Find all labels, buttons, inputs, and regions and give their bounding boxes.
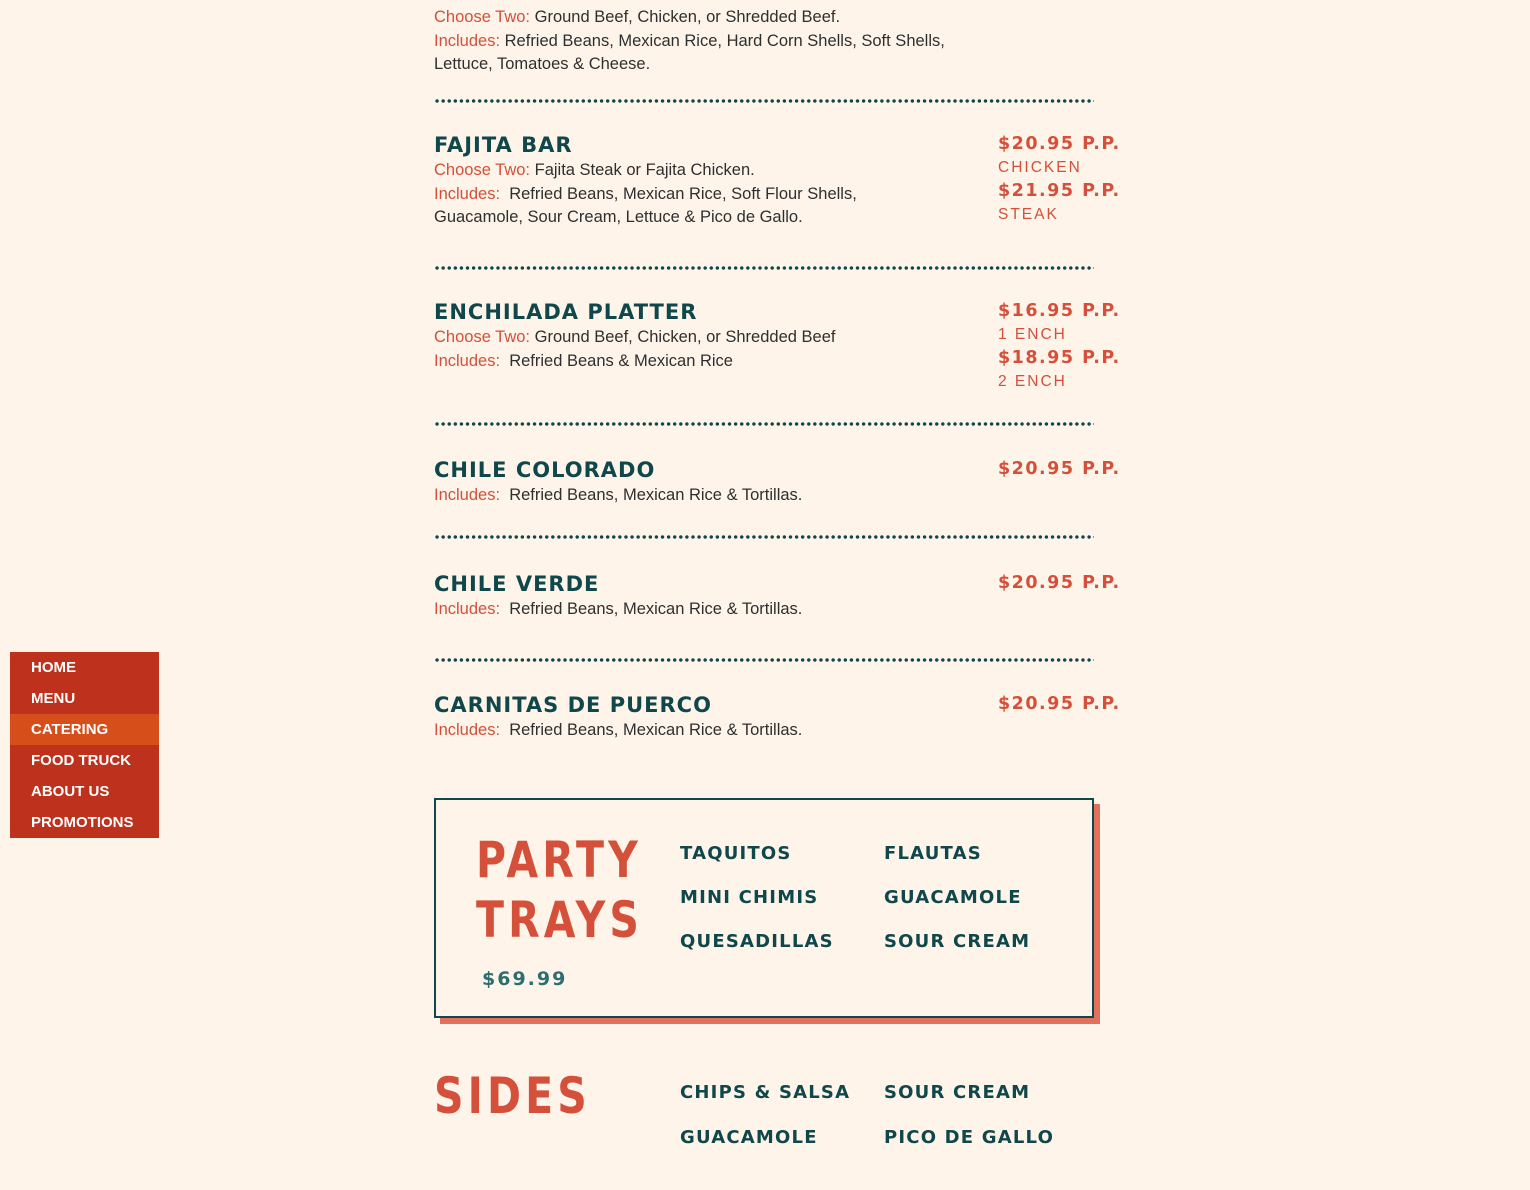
price: $20.95 P.P. xyxy=(998,694,1121,714)
price-one-enchilada: $16.95 P.P. xyxy=(998,301,1121,321)
menu-item-enchilada-platter xyxy=(434,300,1121,390)
price-note-steak: STEAK xyxy=(998,206,1059,223)
menu-item-chile-verde xyxy=(434,572,1121,622)
item-prices xyxy=(998,133,1138,227)
includes-text: Refried Beans, Mexican Rice, Hard Corn Shells, Soft Shells, Lettuce, Tomatoes & Cheese. xyxy=(434,31,945,73)
party-trays-price: $69.99 xyxy=(482,968,568,990)
price-chicken: $20.95 P.P. xyxy=(998,134,1121,154)
price-note-one: 1 ENCH xyxy=(998,326,1067,343)
includes-label: Includes: xyxy=(434,351,501,370)
includes-label: Includes: xyxy=(434,31,501,50)
tray-item-taquitos: TAQUITOS xyxy=(680,843,792,864)
price-note-two: 2 ENCH xyxy=(998,373,1067,390)
includes-text: Refried Beans, Mexican Rice, Soft Flour Shells, Guacamole, Sour Cream, Lettuce & Pico de Gallo. xyxy=(434,184,857,226)
item-description xyxy=(434,598,1114,622)
item-prices xyxy=(998,300,1138,394)
price-two-enchiladas: $18.95 P.P. xyxy=(998,348,1121,368)
sides-title: SIDES xyxy=(434,1067,591,1125)
choose-label: Choose Two: xyxy=(434,328,531,346)
choose-text: Fajita Steak or Fajita Chicken. xyxy=(534,161,755,179)
side-item-pico-de-gallo: PICO DE GALLO xyxy=(884,1127,1055,1148)
side-item-guacamole: GUACAMOLE xyxy=(680,1127,818,1148)
item-description xyxy=(434,326,954,373)
side-item-sour-cream: SOUR CREAM xyxy=(884,1082,1031,1103)
tray-item-mini-chimis: MINI CHIMIS xyxy=(680,887,819,908)
item-title: CHILE COLORADO xyxy=(434,458,656,482)
side-item-chips-salsa: CHIPS & SALSA xyxy=(680,1082,851,1103)
price-note-chicken: CHICKEN xyxy=(998,159,1082,176)
nav-home[interactable]: HOME xyxy=(31,659,76,676)
choose-label: Choose Two: xyxy=(434,161,531,179)
nav-catering[interactable]: CATERING xyxy=(10,714,159,745)
tray-item-guacamole: GUACAMOLE xyxy=(884,887,1022,908)
includes-text: Refried Beans & Mexican Rice xyxy=(509,351,733,370)
dotted-divider xyxy=(434,99,1094,103)
includes-label: Includes: xyxy=(434,486,501,504)
side-nav xyxy=(10,652,159,838)
item-prices xyxy=(998,572,1138,595)
item-description xyxy=(434,484,1114,508)
dotted-divider xyxy=(434,658,1094,662)
includes-text: Refried Beans, Mexican Rice & Tortillas. xyxy=(509,486,803,504)
item-prices xyxy=(998,693,1138,716)
item-title: FAJITA BAR xyxy=(434,133,573,157)
nav-promotions[interactable]: PROMOTIONS xyxy=(31,814,134,831)
price: $20.95 P.P. xyxy=(998,573,1121,593)
tray-item-flautas: FLAUTAS xyxy=(884,843,982,864)
choose-text: Ground Beef, Chicken, or Shredded Beef xyxy=(534,328,836,346)
includes-line xyxy=(434,30,994,77)
item-title: CHILE VERDE xyxy=(434,572,600,596)
tray-item-quesadillas: QUESADILLAS xyxy=(680,931,834,952)
menu-item-fajita-bar xyxy=(434,133,1121,230)
party-trays-title xyxy=(476,830,680,950)
price: $20.95 P.P. xyxy=(998,459,1121,479)
includes-label: Includes: xyxy=(434,600,501,618)
nav-menu[interactable]: MENU xyxy=(31,690,76,707)
includes-text: Refried Beans, Mexican Rice & Tortillas. xyxy=(509,721,803,739)
party-trays-title-line2: TRAYS xyxy=(476,891,644,949)
item-title: CARNITAS DE PUERCO xyxy=(434,693,712,717)
includes-label: Includes: xyxy=(434,721,501,739)
dotted-divider xyxy=(434,535,1094,539)
choose-line xyxy=(434,6,994,30)
party-trays-box xyxy=(434,798,1094,1018)
item-prices xyxy=(998,458,1138,481)
menu-item-carnitas-de-puerco xyxy=(434,693,1121,743)
tray-item-sour-cream: SOUR CREAM xyxy=(884,931,1031,952)
includes-label: Includes: xyxy=(434,184,501,203)
includes-text: Refried Beans, Mexican Rice & Tortillas. xyxy=(509,600,803,618)
nav-about-us[interactable]: ABOUT US xyxy=(31,783,110,800)
party-trays-title-line1: PARTY xyxy=(476,831,642,889)
dotted-divider xyxy=(434,266,1094,270)
menu-item-chile-colorado xyxy=(434,458,1121,508)
choose-label: Choose Two: xyxy=(434,8,531,26)
dotted-divider xyxy=(434,422,1094,426)
item-title: ENCHILADA PLATTER xyxy=(434,300,698,324)
item-description xyxy=(434,159,904,230)
item-description xyxy=(434,719,1114,743)
choose-text: Ground Beef, Chicken, or Shredded Beef. xyxy=(534,8,841,26)
menu-item-top xyxy=(434,6,994,77)
price-steak: $21.95 P.P. xyxy=(998,181,1121,201)
nav-food-truck[interactable]: FOOD TRUCK xyxy=(31,752,131,769)
